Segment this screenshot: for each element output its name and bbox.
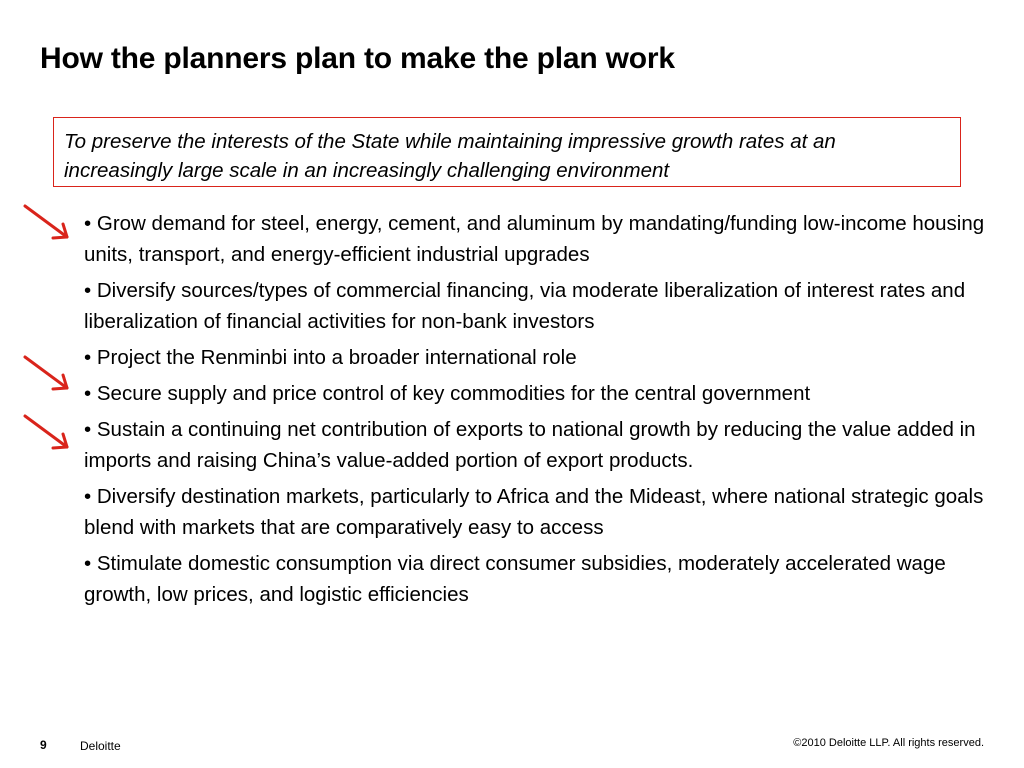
list-item: • Diversify sources/types of commercial financing, via moderate liberalization of interest rates and liberalization of financial activities for non-bank investors: [84, 279, 966, 333]
page-number: 9: [40, 738, 47, 752]
callout-box: [53, 117, 961, 187]
list-item: • Stimulate domestic consumption via direct consumer subsidies, moderately accelerated wage growth, low prices, and logistic efficiencies: [84, 552, 946, 606]
list-item: • Sustain a continuing net contribution of exports to national growth by reducing the value added in imports and raising China’s value-added portion of export products.: [84, 418, 976, 472]
slide-title: How the planners plan to make the plan work: [40, 42, 675, 75]
red-arrow-icon: [22, 413, 74, 457]
list-item: • Secure supply and price control of key commodities for the central government: [84, 382, 811, 405]
list-item: • Diversify destination markets, particularly to Africa and the Mideast, where national strategic goals blend with markets that are comparatively easy to access: [84, 485, 984, 539]
list-item: • Grow demand for steel, energy, cement, and aluminum by mandating/funding low-income housing units, transport, and energy-efficient industrial upgrades: [84, 212, 985, 266]
red-arrow-icon: [22, 203, 74, 247]
list-item: • Project the Renminbi into a broader international role: [84, 346, 577, 369]
footer-copyright: ©2010 Deloitte LLP. All rights reserved.: [793, 737, 984, 749]
bullet-list: [84, 208, 1004, 615]
red-arrow-icon: [22, 354, 74, 398]
footer-brand: Deloitte: [80, 739, 121, 753]
callout-text: To preserve the interests of the State while maintaining impressive growth rates at an increasingly large scale in an increasingly challenging environment: [64, 130, 836, 182]
